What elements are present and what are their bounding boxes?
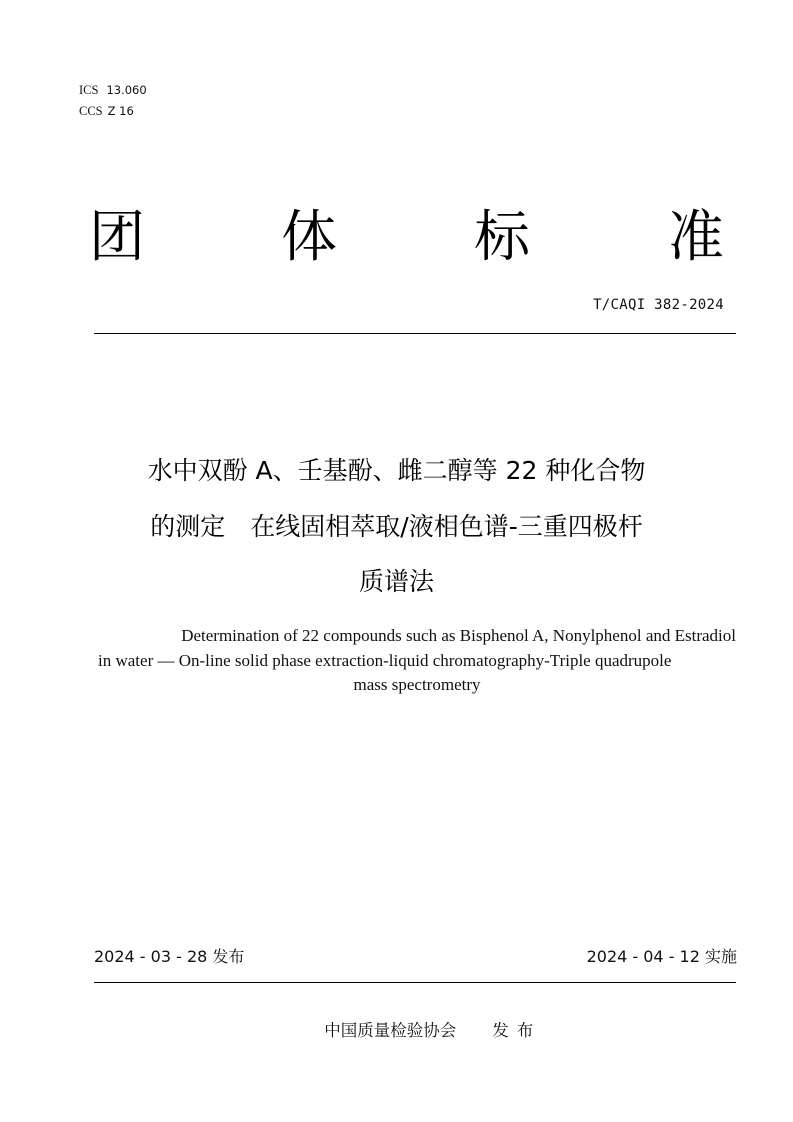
implementation-date: 2024 - 04 - 12 实施 — [586, 947, 737, 966]
standard-number: T/CAQI 382-2024 — [593, 297, 724, 313]
footer-divider — [94, 982, 736, 983]
ccs-row — [79, 101, 147, 122]
header-divider — [94, 333, 736, 334]
publisher-organization: 中国质量检验协会 — [324, 1021, 457, 1040]
chinese-title — [60, 443, 733, 610]
english-title-line: Determination of 22 compounds such as Bisphenol A, Nonylphenol and Estradiol — [181, 626, 736, 645]
english-title-line: mass spectrometry — [353, 675, 481, 694]
chinese-title-line: 质谱法 — [358, 567, 434, 596]
chinese-title-line: 的测定 在线固相萃取/液相色谱-三重四极杆 — [150, 511, 643, 541]
standard-type-char: 团 — [89, 205, 145, 270]
standard-type-heading — [0, 203, 793, 273]
standard-type-char: 准 — [668, 205, 724, 270]
ics-label: ICS — [79, 83, 99, 97]
ics-code: 13.060 — [106, 83, 147, 97]
issue-date: 2024 - 03 - 28 发布 — [94, 947, 245, 966]
standard-type-char: 标 — [474, 205, 530, 270]
chinese-title-line: 水中双酚 A、壬基酚、雌二醇等 22 种化合物 — [147, 456, 646, 485]
classification-codes — [79, 80, 147, 122]
ics-row — [79, 80, 147, 101]
english-title-line: in water — On-line solid phase extraction-liquid chromatography-Triple quadrupole — [98, 650, 672, 670]
english-title — [98, 624, 736, 698]
publish-action: 发布 — [492, 1021, 542, 1040]
publisher-line — [0, 998, 793, 1041]
standard-type-char: 体 — [281, 205, 337, 270]
ccs-code: Z 16 — [107, 104, 134, 118]
ccs-label: CCS — [79, 104, 103, 118]
